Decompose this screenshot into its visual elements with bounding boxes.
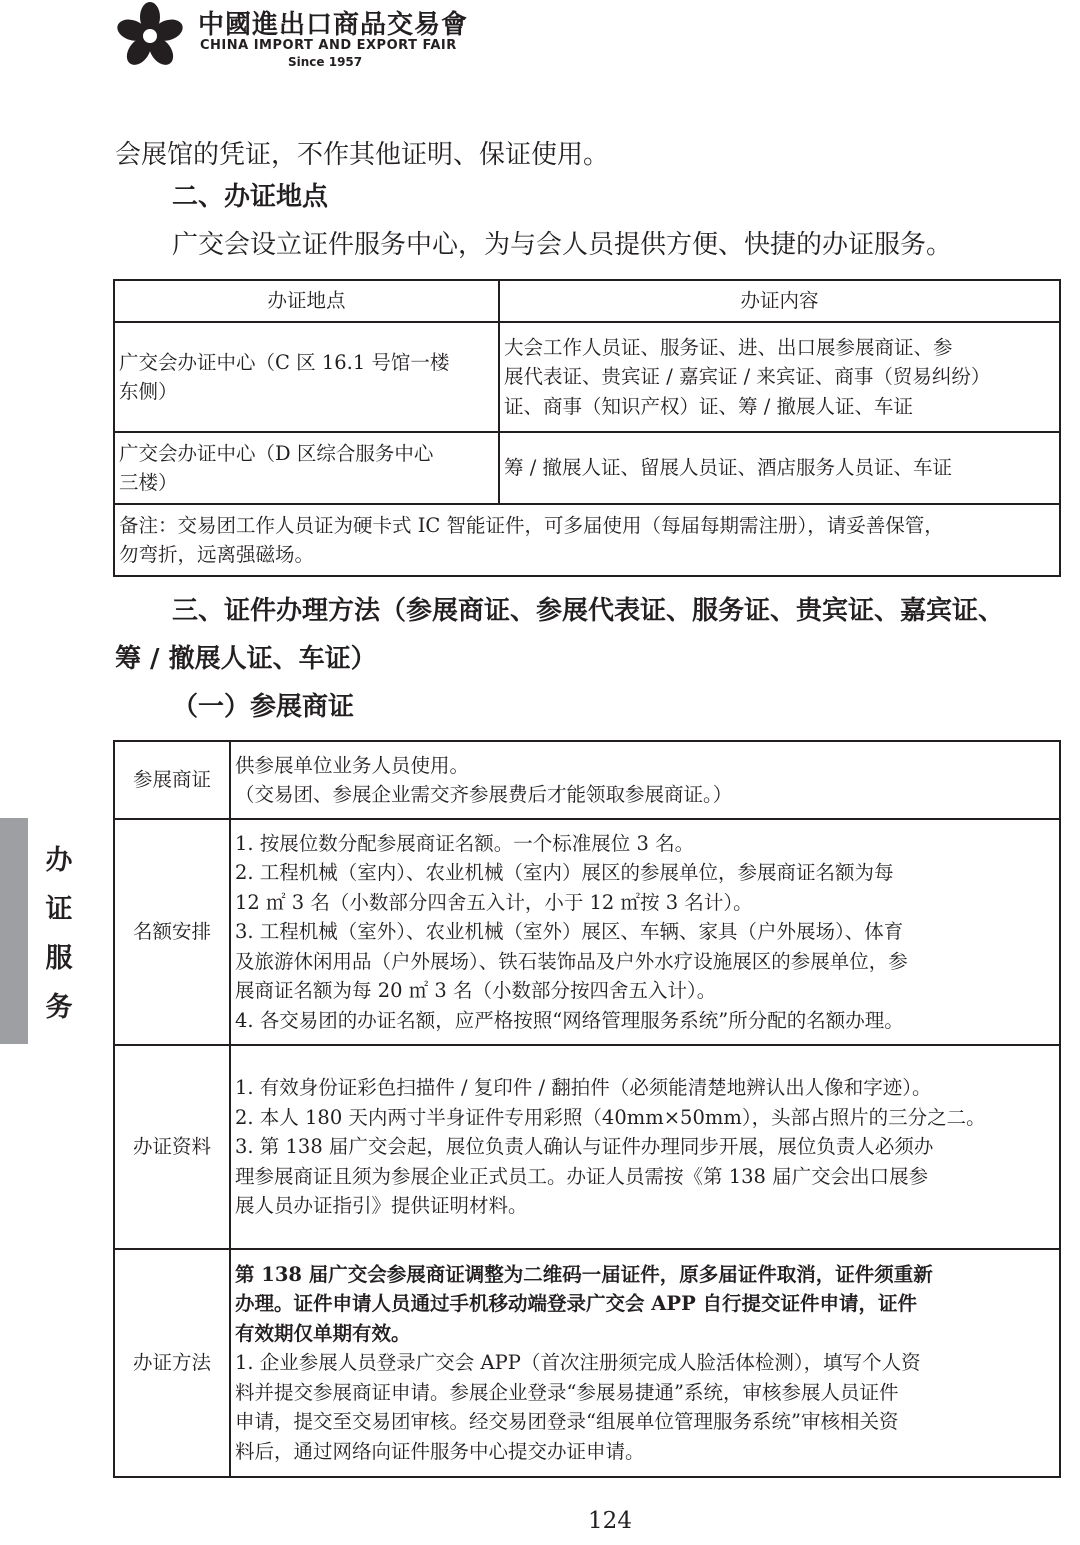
text-line: 展代表证、贵宾证 / 嘉宾证 / 来宾证、商事（贸易纠纷）: [504, 365, 991, 389]
table-row: [114, 322, 1060, 432]
table-row: [114, 819, 1060, 1045]
table-header-row: [114, 280, 1060, 322]
section-3-title-line-2: 筹 / 撤展人证、车证）: [115, 644, 377, 674]
header-cell-content: 办证内容: [499, 280, 1060, 322]
side-tab-char: 办: [45, 845, 73, 876]
row-label: 参展商证: [114, 741, 230, 819]
text-line: 三楼）: [119, 471, 178, 494]
table-row: [114, 1249, 1060, 1477]
text-line: 料并提交参展商证申请。参展企业登录“参展易捷通”系统，审核参展人员证件: [235, 1380, 899, 1404]
side-tab-label: [42, 836, 76, 1032]
row-label: 名额安排: [114, 819, 230, 1045]
side-tab-char: 证: [45, 894, 73, 925]
text-line: 展人员办证指引》提供证明材料。: [235, 1194, 528, 1218]
text-line: 供参展单位业务人员使用。: [235, 753, 470, 777]
row-content: [230, 741, 1060, 819]
table-row: [114, 1045, 1060, 1249]
row-content: [230, 819, 1060, 1045]
table-note-row: [114, 504, 1060, 576]
text-line: 东侧）: [119, 380, 178, 403]
text-line: 备注：交易团工作人员证为硬卡式 IC 智能证件，可多届使用（每届每期需注册），请妥善保管，: [119, 513, 944, 537]
table-row: [114, 432, 1060, 504]
content-cell: [499, 322, 1060, 432]
text-line: 勿弯折，远离强磁场。: [119, 543, 315, 566]
text-line: 料后，通过网络向证件服务中心提交办证申请。: [235, 1439, 645, 1463]
content-cell: [499, 432, 1060, 504]
text-line: 展商证名额为每 20 ㎡ 3 名（小数部分按四舍五入计）。: [235, 979, 717, 1003]
text-line: 大会工作人员证、服务证、进、出口展参展商证、参: [504, 335, 953, 359]
section-2-intro: 广交会设立证件服务中心，为与会人员提供方便、快捷的办证服务。: [172, 230, 953, 260]
text-line-bold: 第 138 届广交会参展商证调整为二维码一届证件，原多届证件取消，证件须重新: [235, 1262, 933, 1286]
text-line: 2. 工程机械（室内）、农业机械（室内）展区的参展单位，参展商证名额为每: [235, 861, 894, 885]
subsection-1-title: （一）参展商证: [172, 692, 355, 722]
text-line: 12 ㎡ 3 名（小数部分四舍五入计，小于 12 ㎡按 3 名计）。: [235, 890, 753, 914]
header-logo: [112, 0, 512, 75]
row-content: [230, 1045, 1060, 1249]
text-line: 1. 有效身份证彩色扫描件 / 复印件 / 翻拍件（必须能清楚地辨认出人像和字迹）。: [235, 1076, 932, 1100]
place-cell: [114, 322, 499, 432]
row-label: 办证方法: [114, 1249, 230, 1477]
continuation-text: 会展馆的凭证，不作其他证明、保证使用。: [115, 140, 610, 170]
text-line: 证、商事（知识产权）证、筹 / 撤展人证、车证: [504, 394, 913, 418]
side-tab-marker: [0, 818, 28, 1044]
side-tab-char: 务: [45, 992, 73, 1023]
text-line: 理参展商证且须为参展企业正式员工。办证人员需按《第 138 届广交会出口展参: [235, 1164, 929, 1188]
text-line: 3. 工程机械（室外）、农业机械（室外）展区、车辆、家具（户外展场）、体育: [235, 920, 904, 944]
text-line: 广交会办证中心（C 区 16.1 号馆一楼: [119, 350, 450, 374]
text-line: 广交会办证中心（D 区综合服务中心: [119, 441, 434, 465]
flower-emblem-icon: [112, 0, 192, 75]
logo-chinese-name: 中國進出口商品交易會: [198, 10, 469, 40]
row-content: [230, 1249, 1060, 1477]
text-line-bold: 有效期仅单期有效。: [235, 1321, 411, 1345]
text-line-bold: 办理。证件申请人员通过手机移动端登录广交会 APP 自行提交证件申请，证件: [235, 1292, 918, 1316]
text-line: 4. 各交易团的办证名额，应严格按照“网络管理服务系统”所分配的名额办理。: [235, 1008, 904, 1032]
logo-since: Since 1957: [288, 55, 363, 69]
text-line: 2. 本人 180 天内两寸半身证件专用彩照（40mm×50mm），头部占照片的三分之二。: [235, 1105, 986, 1129]
text-line: 3. 第 138 届广交会起，展位负责人确认与证件办理同步开展，展位负责人必须办: [235, 1135, 934, 1159]
note-cell: [114, 504, 1060, 576]
text-line: （交易团、参展企业需交齐参展费后才能领取参展商证。）: [235, 783, 733, 806]
locations-table: [113, 279, 1061, 577]
table-row: [114, 741, 1060, 819]
row-label: 办证资料: [114, 1045, 230, 1249]
section-3-title-line-1: 三、证件办理方法（参展商证、参展代表证、服务证、贵宾证、嘉宾证、: [172, 596, 1005, 626]
section-2-title: 二、办证地点: [172, 182, 329, 212]
text-line: 申请，提交至交易团审核。经交易团登录“组展单位管理服务系统”审核相关资: [235, 1410, 899, 1434]
place-cell: [114, 432, 499, 504]
text-line: 1. 按展位数分配参展商证名额。一个标准展位 3 名。: [235, 831, 695, 855]
page-number: 124: [588, 1508, 632, 1534]
text-line: 1. 企业参展人员登录广交会 APP（首次注册须完成人脸活体检测），填写个人资: [235, 1351, 921, 1375]
text-line: 筹 / 撤展人证、留展人员证、酒店服务人员证、车证: [504, 456, 952, 480]
side-tab-char: 服: [45, 943, 73, 974]
header-cell-place: 办证地点: [114, 280, 499, 322]
text-line: 及旅游休闲用品（户外展场）、铁石装饰品及户外水疗设施展区的参展单位，参: [235, 949, 908, 973]
exhibitor-badge-table: [113, 740, 1061, 1478]
logo-english-name: CHINA IMPORT AND EXPORT FAIR: [200, 38, 457, 53]
